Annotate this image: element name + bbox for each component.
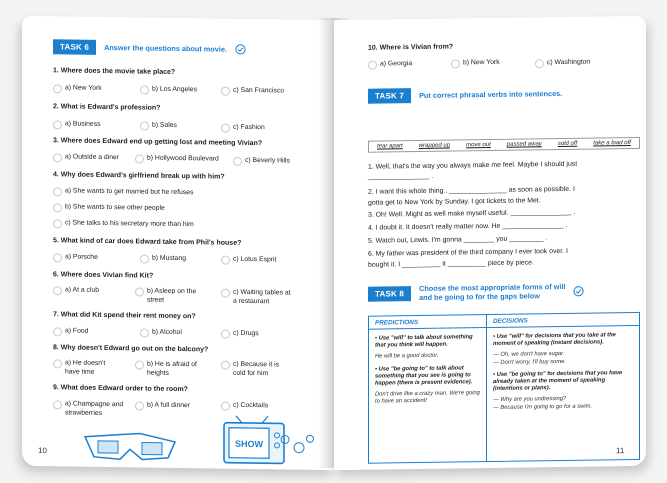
task7-instruction: Put correct phrasal verbs into sentences.	[419, 88, 563, 100]
decision-example-2b: — Because I'm going to go for a swim.	[493, 403, 593, 411]
phrasal-verbs-box	[368, 137, 640, 153]
decisions-header: DECISIONS	[487, 313, 639, 328]
question-10: 10. Where is Vivian from?	[368, 43, 454, 52]
q8-option-a[interactable]: a) He doesn't have time	[53, 359, 121, 377]
phrasal-verb: wrapped up	[418, 142, 451, 149]
sentence-6-line-1: 6. My father was president of the third company I ever took over. I	[368, 247, 568, 258]
q1-option-a[interactable]: a) New York	[53, 84, 102, 93]
prediction-rule-2: • Use "be going to" to talk about something that you see is going to happen (there is present evidence).	[375, 364, 473, 387]
sentence-3: 3. Oh! Well. Might as well make myself useful. ________________ .	[368, 208, 576, 219]
q2-option-b[interactable]: b) Sales	[140, 121, 177, 130]
question-3: 3. Where does Edward end up getting lost and meeting Vivian?	[53, 137, 263, 148]
q5-option-b[interactable]: b) Mustang	[140, 254, 186, 263]
q6-option-b[interactable]: b) Asleep on the street	[135, 287, 205, 305]
phrasal-verb: passed away	[506, 141, 542, 148]
decision-example-1a: — Oh, we don't have sugar.	[493, 351, 565, 359]
q8-option-b[interactable]: b) He is afraid of heights	[135, 360, 203, 378]
question-8: 8. Why doesn't Edward go out on the balcony?	[53, 344, 209, 354]
right-page-number: 11	[616, 446, 625, 456]
phrasal-verb: tear apart	[377, 143, 403, 150]
task8-header	[368, 282, 584, 303]
sentence-2-line-1: 2. I want this whole thing.. _______________ as soon as possible. I	[368, 185, 575, 196]
q6-option-a[interactable]: a) At a club	[53, 286, 99, 295]
left-page	[22, 16, 334, 470]
decisions-column	[487, 313, 639, 461]
question-2: 2. What is Edward's profession?	[53, 103, 161, 112]
sentence-4: 4. I doubt it. It doesn't really matter now. He ________________ .	[368, 221, 568, 232]
phrasal-verb: take a load off	[593, 140, 631, 147]
task8-instruction: Choose the most appropriate forms of will and be going to for the gaps below	[419, 281, 566, 302]
question-9: 9. What does Edward order to the room?	[53, 384, 188, 394]
q1-option-c[interactable]: c) San Francisco	[221, 87, 284, 96]
q7-option-a[interactable]: a) Food	[53, 327, 88, 336]
q7-option-c[interactable]: c) Drugs	[221, 330, 259, 339]
sentence-1-line-1: 1. Well, that's the way you always make me feel. Maybe I should just	[368, 160, 578, 171]
task6-header	[53, 39, 246, 57]
sentence-5: 5. Watch out, Lewis. I'm gonna ________ you _________ .	[368, 235, 548, 245]
predictions-column	[369, 315, 487, 463]
phrasal-verb: move out	[466, 141, 491, 149]
predictions-header: PREDICTIONS	[369, 315, 486, 330]
question-5: 5. What kind of car does Edward take from Phil's house?	[53, 237, 242, 247]
prediction-example-2: Don't drive like a crazy man. We're going to have an accident!	[375, 390, 480, 406]
q4-option-a[interactable]: a) She wants to get married but he refuses	[53, 187, 193, 197]
grammar-table	[368, 312, 640, 464]
q10-option-c[interactable]: c) Washington	[535, 59, 590, 68]
prediction-example-1: He will be a good doctor.	[375, 353, 439, 361]
q6-option-c[interactable]: c) Waiting tables at a restaurant	[221, 289, 296, 307]
q5-option-a[interactable]: a) Porsche	[53, 253, 98, 262]
q9-option-c[interactable]: c) Cocktails	[221, 402, 268, 411]
q9-option-b[interactable]: b) A full dinner	[135, 401, 190, 410]
popcorn-icon	[277, 431, 317, 462]
task8-badge: TASK 8	[368, 286, 411, 302]
q8-option-c[interactable]: c) Because it is cold for him	[221, 361, 291, 379]
q5-option-c[interactable]: c) Lotus Esprit	[221, 256, 276, 265]
q4-option-c[interactable]: c) She talks to his secretary more than him	[53, 219, 194, 229]
decision-example-1b: — Don't worry, I'll buy some.	[493, 358, 566, 366]
task7-header	[368, 86, 562, 104]
task6-instruction: Answer the questions about movie.	[104, 42, 227, 54]
q3-option-b[interactable]: b) Hollywood Boulevard	[135, 154, 219, 164]
decision-rule-1: • Use "will" for decisions that you take at the moment of speaking (instant decisions).	[493, 332, 616, 348]
right-page	[334, 16, 646, 470]
q1-option-b[interactable]: b) Los Angeles	[140, 85, 197, 94]
sentence-6-line-2: bought it. I __________ it __________ piece by piece.	[368, 259, 534, 269]
check-circle-icon	[235, 44, 246, 55]
q7-option-b[interactable]: b) Alcohol	[140, 328, 182, 337]
q10-option-b[interactable]: b) New York	[451, 59, 500, 68]
sentence-2-line-2: gotta get to New York by Sunday. I got tickets to the Met.	[368, 197, 541, 207]
q2-option-a[interactable]: a) Business	[53, 120, 101, 129]
question-6: 6. Where does Vivian find Kit?	[53, 271, 154, 280]
task6-badge: TASK 6	[53, 39, 96, 55]
left-page-number: 10	[38, 446, 47, 456]
phrasal-verb: sold off	[557, 140, 578, 148]
task7-badge: TASK 7	[368, 88, 411, 104]
q3-option-a[interactable]: a) Outside a diner	[53, 153, 119, 162]
decision-example-2a: — Why are you undressing?	[493, 396, 567, 404]
q9-option-a[interactable]: a) Champagne and strawberries	[53, 400, 127, 418]
sentence-1-line-2: ________________ .	[368, 172, 434, 181]
question-4: 4. Why does Edward's girlfriend break up with him?	[53, 171, 225, 181]
decision-rule-2: • Use "be going to" for decisions that you have already taken at the moment of speaking (intentions or plans).	[493, 369, 623, 393]
q10-option-a[interactable]: a) Georgia	[368, 60, 412, 69]
svg-text:SHOW: SHOW	[235, 438, 263, 450]
question-7: 7. What did Kit spend their rent money on?	[53, 311, 196, 321]
q2-option-c[interactable]: c) Fashion	[221, 124, 265, 133]
q3-option-c[interactable]: c) Beverly Hills	[233, 157, 290, 166]
3d-glasses-icon	[80, 427, 180, 468]
q4-option-b[interactable]: b) She wants to see other people	[53, 203, 165, 213]
prediction-rule-1: • Use "will" to talk about something that you think will happen.	[375, 334, 473, 349]
check-circle-icon	[573, 285, 584, 296]
question-1: 1. Where does the movie take place?	[53, 67, 176, 76]
